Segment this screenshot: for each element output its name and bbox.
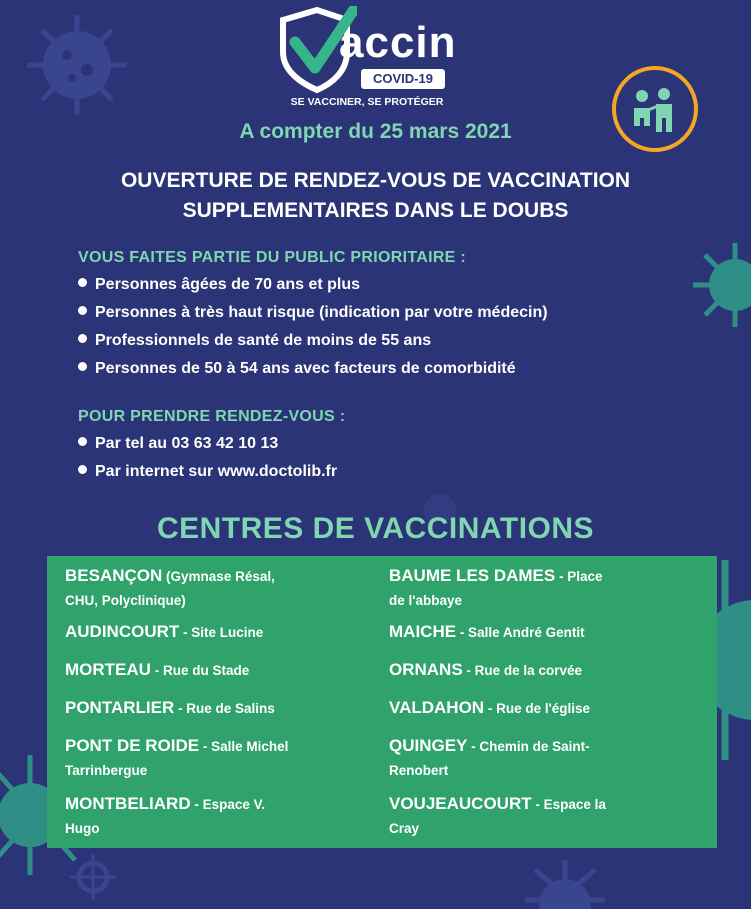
logo-tagline: SE VACCINER, SE PROTÉGER [290, 96, 444, 108]
centre-baume-les-dames: BAUME LES DAMES - Place de l'abbaye [389, 566, 603, 608]
date-line: A compter du 25 mars 2021 [239, 120, 512, 143]
bullet-icon [78, 334, 87, 343]
centre-audincourt: AUDINCOURT - Site Lucine [65, 622, 264, 641]
headline-line-2: SUPPLEMENTAIRES DANS LE DOUBS [182, 199, 569, 222]
centres-box [47, 556, 717, 848]
centre-pontarlier: PONTARLIER - Rue de Salins [65, 698, 275, 717]
logo-badge: COVID-19 [361, 69, 445, 89]
booking-title: POUR PRENDRE RENDEZ-VOUS : [78, 408, 346, 425]
booking-list [78, 430, 337, 486]
priority-title: VOUS FAITES PARTIE DU PUBLIC PRIORITAIRE : [78, 249, 467, 266]
headline-line-1: OUVERTURE DE RENDEZ-VOUS DE VACCINATION [120, 169, 631, 192]
bullet-icon [78, 278, 87, 287]
headline [0, 166, 751, 226]
centre-montbeliard: MONTBELIARD - Espace V. Hugo [65, 794, 266, 836]
virus-icon [520, 860, 610, 913]
centre-valdahon: VALDAHON - Rue de l'église [389, 698, 591, 717]
logo-word: accin [339, 18, 457, 67]
centre-besancon: BESANÇON (Gymnase Résal, CHU, Polyclinique) [65, 566, 275, 608]
list-item: Par tel au 03 63 42 10 13 [78, 430, 337, 458]
centre-morteau: MORTEAU - Rue du Stade [65, 660, 250, 679]
bullet-icon [78, 306, 87, 315]
virus-icon [68, 852, 118, 902]
centre-voujeaucourt: VOUJEAUCOURT - Espace la Cray [389, 794, 606, 836]
list-item: Personnes âgées de 70 ans et plus [78, 271, 548, 299]
centre-maiche: MAICHE - Salle André Gentit [389, 622, 585, 641]
list-item: Personnes de 50 à 54 ans avec facteurs de comorbidité [78, 355, 548, 383]
bullet-icon [78, 437, 87, 446]
bullet-icon [78, 362, 87, 371]
priority-list [78, 271, 548, 383]
bullet-icon [78, 465, 87, 474]
list-item: Par internet sur www.doctolib.fr [78, 458, 337, 486]
centre-quingey: QUINGEY - Chemin de Saint- Renobert [389, 736, 590, 778]
list-item: Professionnels de santé de moins de 55 ans [78, 327, 548, 355]
centre-pont-de-roide: PONT DE ROIDE - Salle Michel Tarrinbergue [65, 736, 289, 778]
virus-icon [22, 10, 132, 120]
centres-title: CENTRES DE VACCINATIONS [156, 512, 595, 545]
virus-icon [690, 240, 755, 330]
vaccin-covid-logo [277, 6, 457, 110]
list-item: Personnes à très haut risque (indication par votre médecin) [78, 299, 548, 327]
centre-ornans: ORNANS - Rue de la corvée [389, 660, 582, 679]
